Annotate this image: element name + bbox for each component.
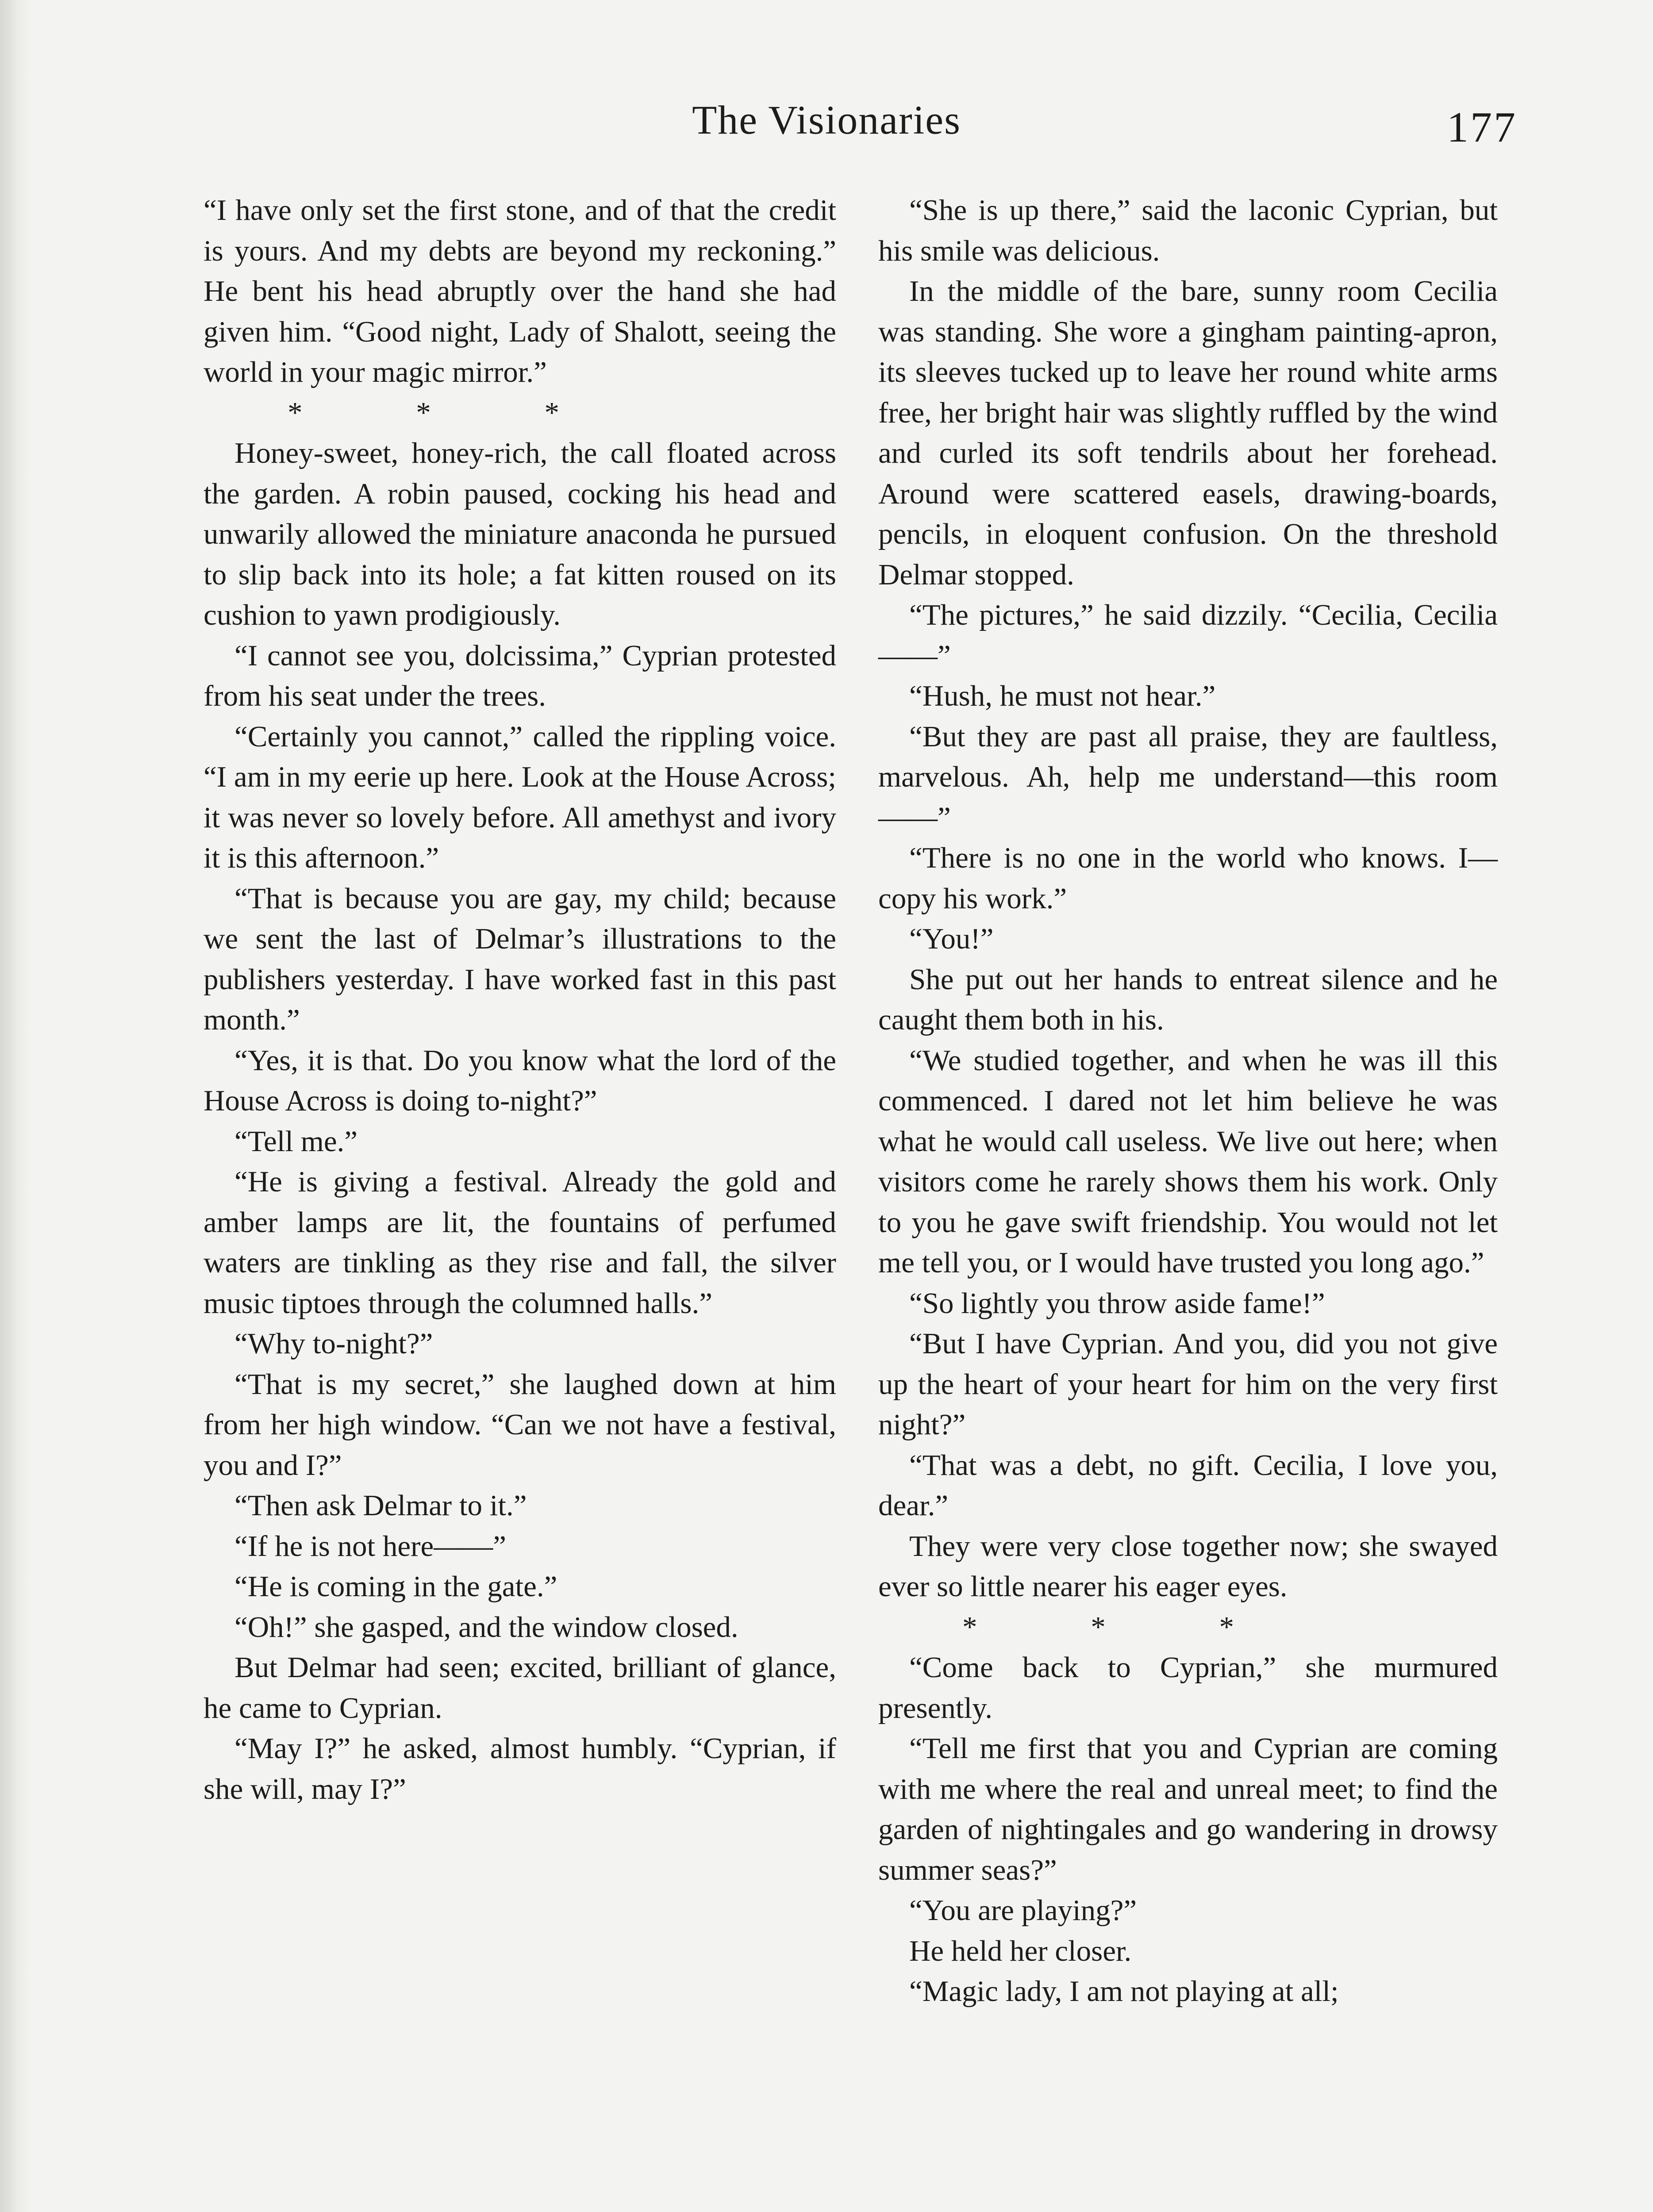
paragraph: “Why to-night?” (234, 1327, 433, 1360)
paragraph: “But they are past all praise, they are faultless, marvelous. Ah, help me understand—this room——” (878, 720, 1498, 834)
paragraph: “That is because you are gay, my child; because we sent the last of Delmar’s illustrations to the publishers yesterday. I have worked fast in this past month.” (204, 882, 836, 1036)
paragraph: He held her closer. (909, 1934, 1132, 1967)
paragraph: “Oh!” she gasped, and the window closed. (234, 1610, 738, 1644)
paragraph: “If he is not here——” (234, 1529, 506, 1563)
paragraph: “Hush, he must not hear.” (909, 680, 1216, 712)
page-edge-shadow (0, 0, 31, 2212)
paragraph: “He is coming in the gate.” (234, 1570, 557, 1603)
left-column (204, 190, 836, 1809)
paragraph: “Magic lady, I am not playing at all; (909, 1975, 1339, 2008)
paragraph: “I cannot see you, dolcissima,” Cyprian protested from his seat under the trees. (204, 639, 836, 712)
paragraph: “But I have Cyprian. And you, did you not give up the heart of your heart for him on the very first night?” (878, 1327, 1498, 1441)
paragraph: In the middle of the bare, sunny room Cecilia was standing. She wore a gingham painting-apron, its sleeves tucked up to leave her round white arms free, her bright hair was slightly ruffled by the wind and curled its soft tendrils about her forehead. Around were scattered easels, drawing-boards, pencils, in eloquent confusion. On the threshold Delmar stopped. (878, 275, 1498, 591)
paragraph: She put out her hands to entreat silence and he caught them both in his. (878, 963, 1498, 1036)
page-number: 177 (1447, 104, 1517, 151)
paragraph: Honey-sweet, honey-rich, the call floated across the garden. A robin paused, cocking his head and unwarily allowed the miniature anaconda he pursued to slip back into its hole; a fat kitten roused on its cushion to yawn prodigiously. (204, 437, 836, 631)
paragraph: “Certainly you cannot,” called the rippling voice. “I am in my eerie up here. Look at the House Across; it was never so lovely before. All amethyst and ivory it is this afternoon.” (204, 720, 836, 874)
paragraph: “I have only set the first stone, and of that the credit is yours. And my debts are beyond my reckoning.” He bent his head abruptly over the hand she had given him. “Good night, Lady of Shalott, seeing the world in your magic mirror.” (204, 194, 836, 388)
paragraph: They were very close together now; she swayed ever so little nearer his eager eyes. (878, 1529, 1498, 1603)
paragraph: “Come back to Cyprian,” she murmured presently. (878, 1651, 1498, 1724)
paragraph: “He is giving a festival. Already the gold and amber lamps are lit, the fountains of perfumed waters are tinkling as they rise and fall, the silver music tiptoes through the columned halls.” (204, 1165, 836, 1320)
paragraph: “You!” (909, 922, 994, 955)
paragraph: “We studied together, and when he was ill this commenced. I dared not let him believe he was what he would call useless. We live out here; when visitors come he rarely shows them his work. Only to you he gave swift friendship. You would not let me tell you, or I would have trusted you long ago.” (878, 1044, 1498, 1279)
paragraph: “Tell me.” (234, 1125, 358, 1158)
paragraph: “Yes, it is that. Do you know what the lord of the House Across is doing to-night?” (204, 1044, 836, 1117)
paragraph: “That was a debt, no gift. Cecilia, I love you, dear.” (878, 1448, 1498, 1522)
paragraph: But Delmar had seen; excited, brilliant of glance, he came to Cyprian. (204, 1651, 836, 1724)
section-break: * * * (288, 396, 612, 429)
right-column (878, 190, 1498, 2012)
paragraph: “You are playing?” (909, 1894, 1137, 1927)
paragraph: “Tell me first that you and Cyprian are coming with me where the real and unreal meet; to find the garden of nightingales and go wandering in drowsy summer seas?” (878, 1732, 1498, 1886)
paragraph: “May I?” he asked, almost humbly. “Cyprian, if she will, may I?” (204, 1732, 836, 1805)
paragraph: “She is up there,” said the laconic Cyprian, but his smile was delicious. (878, 194, 1498, 267)
running-title: The Visionaries (692, 97, 961, 142)
section-break: * * * (962, 1610, 1287, 1644)
paragraph: “That is my secret,” she laughed down at him from her high window. “Can we not have a festival, you and I?” (204, 1367, 836, 1482)
paragraph: “Then ask Delmar to it.” (234, 1489, 527, 1522)
paragraph: “The pictures,” he said dizzily. “Cecilia, Cecilia——” (878, 599, 1498, 672)
paragraph: “There is no one in the world who knows. I—copy his work.” (878, 841, 1498, 915)
paragraph: “So lightly you throw aside fame!” (909, 1286, 1325, 1320)
